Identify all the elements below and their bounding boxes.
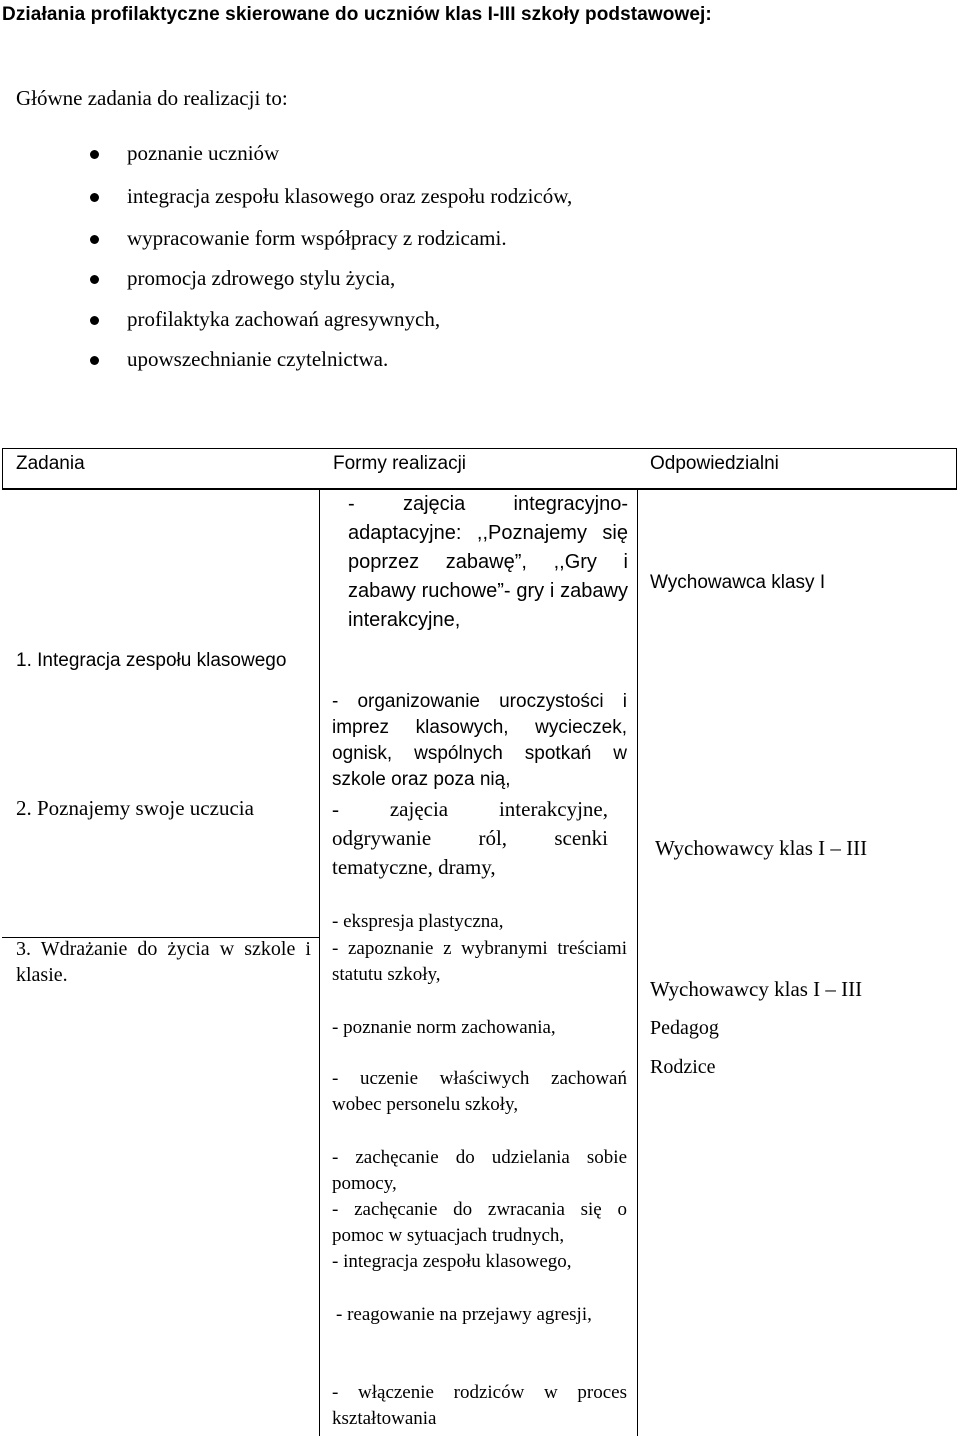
page-title: Działania profilaktyczne skierowane do uczniów klas I-III szkoły podstawowej: xyxy=(2,4,712,25)
form-row3-1: - zapoznanie z wybranymi treściami statutu szkoły, xyxy=(332,938,627,985)
form-row3-3: - uczenie właściwych zachowań wobec personelu szkoły, xyxy=(332,1068,627,1115)
header-zadania: Zadania xyxy=(16,453,85,474)
task-1: 1. Integracja zespołu klasowego xyxy=(16,650,287,671)
bullet-icon xyxy=(90,150,99,159)
bullet-icon xyxy=(90,316,99,325)
form-row3-2: - poznanie norm zachowania, xyxy=(332,1017,556,1038)
form-row2-1: - zajęcia interakcyjne, odgrywanie ról, scenki tematyczne, dramy, xyxy=(332,797,608,879)
responsible-row3-3: Rodzice xyxy=(650,1056,716,1078)
form-row3-6: - integracja zespołu klasowego, xyxy=(332,1251,572,1272)
table-border-right xyxy=(956,448,957,490)
form-row3-5: - zachęcanie do zwracania się o pomoc w sytuacjach trudnych, xyxy=(332,1199,627,1246)
responsible-row1: Wychowawca klasy I xyxy=(650,572,826,593)
intro-text: Główne zadania do realizacji to: xyxy=(16,86,288,110)
bullet-icon xyxy=(90,193,99,202)
bullet-icon xyxy=(90,235,99,244)
table-divider-2 xyxy=(637,490,638,1436)
task-3: 3. Wdrażanie do życia w szkole i klasie. xyxy=(16,938,311,986)
form-row3-8: - włączenie rodziców w proces kształtowania xyxy=(332,1382,627,1429)
form-row3-7: - reagowanie na przejawy agresji, xyxy=(336,1304,592,1325)
bullet-icon xyxy=(90,275,99,284)
responsible-row3-1: Wychowawcy klas I – III xyxy=(650,977,863,1001)
form-row2-2: - ekspresja plastyczna, xyxy=(332,911,504,932)
bullet-icon xyxy=(90,356,99,365)
form-row1-1: - zajęcia integracyjno-adaptacyjne: ,,Poznajemy się poprzez zabawę”, ,,Gry i zabawy ruchowe”- gry i zabawy interakcyjne, xyxy=(348,493,628,631)
table-border-top xyxy=(2,448,957,449)
table-divider-1 xyxy=(319,490,320,1436)
form-row3-4: - zachęcanie do udzielania sobie pomocy, xyxy=(332,1147,627,1194)
table-border-left xyxy=(2,448,3,490)
task-2: 2. Poznajemy swoje uczucia xyxy=(16,796,254,820)
responsible-row3-2: Pedagog xyxy=(650,1017,719,1039)
header-formy-realizacji: Formy realizacji xyxy=(333,453,467,474)
header-odpowiedzialni: Odpowiedzialni xyxy=(650,453,779,474)
responsible-row2: Wychowawcy klas I – III xyxy=(655,836,868,860)
form-row1-2: - organizowanie uroczystości i imprez klasowych, wycieczek, ognisk, wspólnych spotkań w szkole oraz poza nią, xyxy=(332,691,627,790)
